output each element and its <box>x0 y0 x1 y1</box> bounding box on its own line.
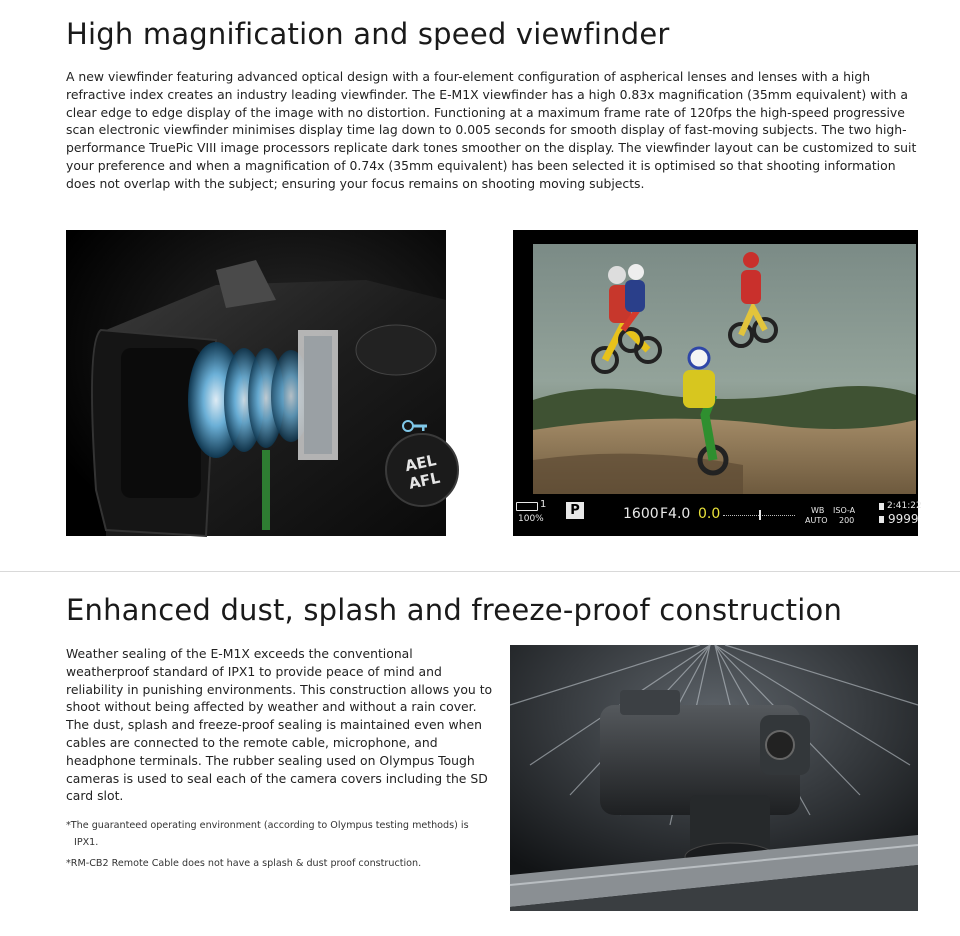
ael-afl-label: AEL <box>403 451 438 476</box>
card-icon <box>879 503 884 510</box>
viewfinder-status-bar <box>513 494 922 536</box>
section-title-weather-sealing: Enhanced dust, splash and freeze-proof construction <box>66 593 843 627</box>
iso-value: 200 <box>839 516 855 525</box>
ael-afl-label-2: AFL <box>407 468 442 493</box>
camera-cutaway-illustration <box>66 230 446 536</box>
exposure-comp: 0.0 <box>698 506 721 522</box>
camera-rain-illustration <box>510 645 918 911</box>
shooting-mode: P <box>566 502 584 519</box>
motocross-photo <box>513 230 918 494</box>
section-title-viewfinder: High magnification and speed viewfinder <box>66 17 670 51</box>
camera-in-rain-image <box>510 645 918 911</box>
battery-percent: 100% <box>518 514 544 524</box>
weather-sealing-description: Weather sealing of the E-M1X exceeds the conventional weatherproof standard of IPX1 to provide peace of mind and reliability in punishing environments. This construction allows you to shoot without being affected by weather and without a rain cover. The dust, splash and freeze-proof sealing is maintained even when cables are connected to the remote cable, microphone, and headphone terminals. The rubber sealing used on Olympus Tough cameras is used to seal each of the camera covers including the SD card slot. <box>66 646 493 804</box>
iso-label: ISO-A <box>833 506 856 515</box>
exposure-indicator <box>759 510 761 520</box>
battery-number: 1 <box>540 499 547 510</box>
card-icon-2 <box>879 516 884 523</box>
wb-value: AUTO <box>805 516 828 525</box>
viewfinder-display-image <box>513 230 922 536</box>
wb-label: WB <box>811 506 825 515</box>
viewfinder-cutaway-image <box>66 230 446 536</box>
shutter-speed: 1600 <box>623 506 659 522</box>
footnote-operating-environment: *The guaranteed operating environment (according to Olympus testing methods) is IPX1. <box>66 820 469 848</box>
aperture-value: F4.0 <box>660 506 691 522</box>
viewfinder-description: A new viewfinder featuring advanced optical design with a four-element configuration of aspherical lenses and lenses with a high refractive index creates an industry leading viewfinder. The E-M1X viewfinder has a high 0.83x magnification (35mm equivalent) with a clear edge to edge display of the image with no distortion. Functioning at a maximum frame rate of 120fps the high-speed progressive scan electronic viewfinder minimises display time lag down to 0.005 seconds for smooth display of fast-moving subjects. The two high-performance TruePic VIII image processors replicate dark tones smoother on the display. The viewfinder layout can be customized to suit your preference and when a magnification of 0.74x (35mm equivalent) has been selected it is optimised so that shooting information does not overlap with the subject; ensuring your focus remains on shooting moving subjects. <box>66 69 917 191</box>
footnote-remote-cable: *RM-CB2 Remote Cable does not have a splash & dust proof construction. <box>66 858 422 869</box>
shots-remaining: 9999 <box>888 512 919 526</box>
battery-icon <box>516 502 538 511</box>
section-divider <box>0 571 960 572</box>
clock-time: 2:41:22 <box>887 501 922 511</box>
